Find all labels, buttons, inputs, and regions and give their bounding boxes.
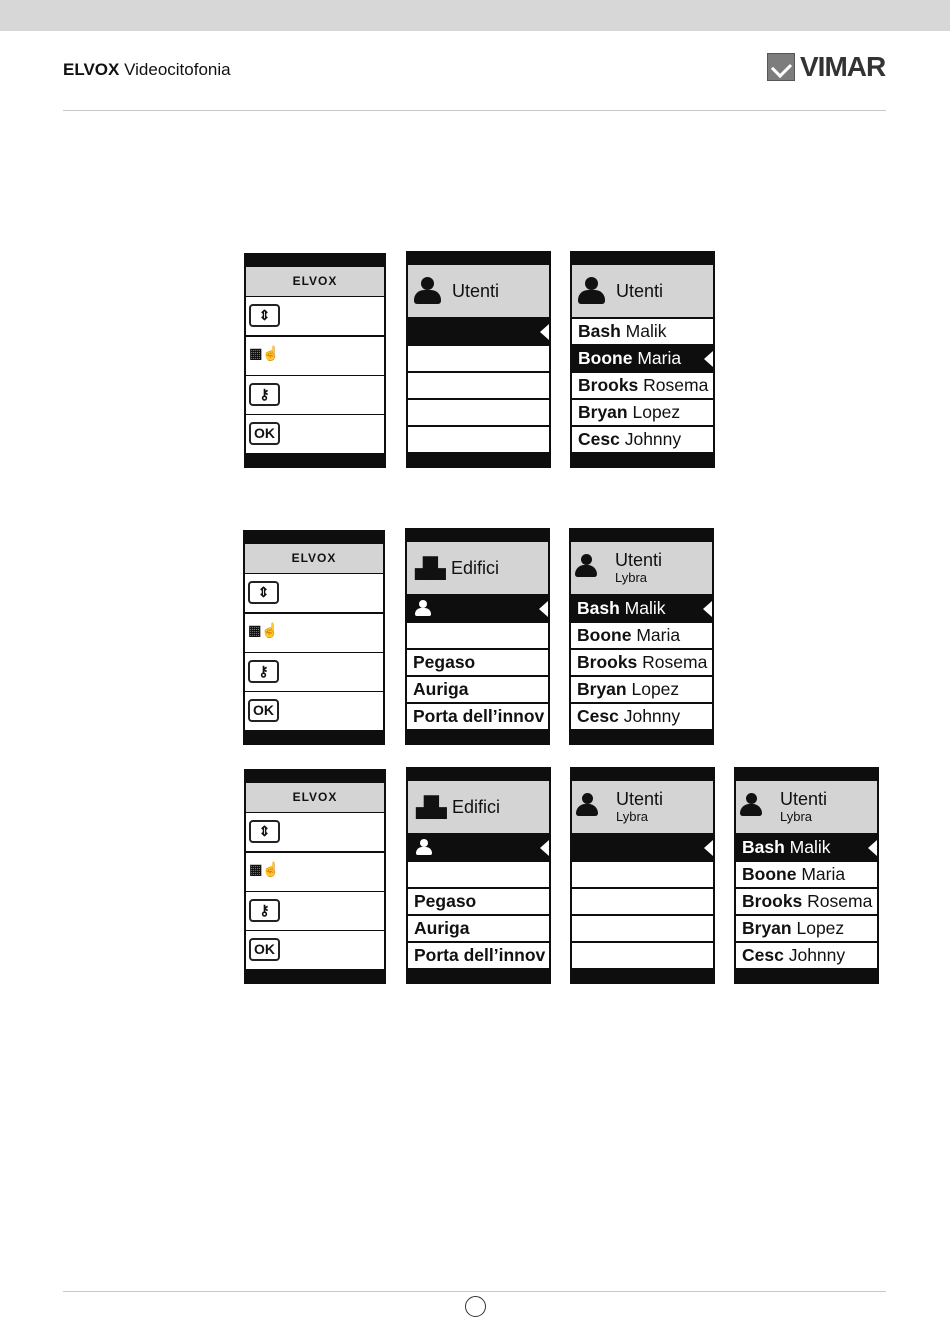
screen-utenti-empty	[406, 251, 551, 468]
ok-button[interactable]: OK	[249, 938, 280, 961]
list-item[interactable]: Boone Maria	[571, 623, 712, 648]
top-bar	[0, 0, 950, 31]
screen-title-bar	[572, 265, 713, 317]
building-icon: ▟▙	[415, 558, 446, 580]
directory-key-row[interactable]	[246, 853, 384, 891]
header-brand: ELVOX	[63, 60, 120, 79]
list-item[interactable]: Bash Malik	[572, 319, 713, 344]
directory-key-row[interactable]	[246, 337, 384, 375]
screen-title: Edifici	[452, 797, 501, 817]
selection-arrow-icon	[868, 840, 877, 856]
header-product: Videocitofonia	[124, 60, 231, 79]
list-item[interactable]	[408, 373, 549, 398]
screen-subtitle: Lybra	[780, 809, 813, 824]
key-button-row[interactable]	[246, 892, 384, 930]
ok-key-row[interactable]	[246, 931, 384, 969]
list-item[interactable]	[408, 400, 549, 425]
list-item[interactable]: Auriga	[407, 677, 548, 702]
ok-key-row[interactable]	[245, 692, 383, 730]
screen-utenti-lybra-list	[734, 767, 879, 984]
screen-subtitle: Lybra	[616, 809, 649, 824]
footer-divider	[63, 1291, 886, 1292]
vimar-logo-icon	[767, 53, 795, 81]
screen-title: Utenti	[452, 281, 500, 301]
selection-arrow-icon	[704, 351, 713, 367]
list-item[interactable]	[408, 835, 549, 860]
list-item[interactable]: Bryan Lopez	[736, 916, 877, 941]
screen-title-bar	[408, 265, 549, 317]
list-item[interactable]: Pegaso	[407, 650, 548, 675]
list-item[interactable]: Bryan Lopez	[571, 677, 712, 702]
selection-arrow-icon	[540, 840, 549, 856]
screen-title: Edifici	[451, 558, 500, 578]
selection-arrow-icon	[704, 840, 713, 856]
list-item[interactable]: Boone Maria	[572, 346, 713, 371]
list-item[interactable]	[407, 596, 548, 621]
list-item[interactable]	[408, 346, 549, 371]
screen-title-bar	[407, 542, 548, 594]
list-item[interactable]: Bash Malik	[736, 835, 877, 860]
page-number-circle	[465, 1296, 486, 1317]
list-item[interactable]: Brooks Rosema	[571, 650, 712, 675]
scroll-key-row[interactable]	[246, 813, 384, 851]
screen-title-bar	[571, 542, 712, 594]
list-item[interactable]	[407, 623, 548, 648]
screen-edifici-2	[406, 767, 551, 984]
list-item[interactable]: Cesc Johnny	[572, 427, 713, 452]
selection-arrow-icon	[540, 324, 549, 340]
list-item[interactable]: Bryan Lopez	[572, 400, 713, 425]
list-item[interactable]: Brooks Rosema	[736, 889, 877, 914]
list-item[interactable]: Brooks Rosema	[572, 373, 713, 398]
scroll-key-row[interactable]	[245, 574, 383, 612]
scroll-arrows-icon: ⇕	[249, 820, 280, 843]
list-item[interactable]: Bash Malik	[571, 596, 712, 621]
scroll-arrows-icon: ⇕	[248, 581, 279, 604]
key-button-row[interactable]	[246, 376, 384, 414]
screen-title: Utenti	[616, 281, 664, 301]
header-divider	[63, 110, 886, 111]
scroll-arrows-icon: ⇕	[249, 304, 280, 327]
list-item[interactable]	[408, 427, 549, 452]
key-icon: ⚷	[249, 899, 280, 922]
screen-title-bar	[736, 781, 877, 833]
key-button-row[interactable]	[245, 653, 383, 691]
screen-title: Utenti	[615, 550, 663, 570]
list-item[interactable]: Cesc Johnny	[571, 704, 712, 729]
vimar-logo-text: VIMAR	[800, 51, 886, 82]
scroll-key-row[interactable]	[246, 297, 384, 335]
list-item[interactable]	[572, 889, 713, 914]
list-item[interactable]	[572, 943, 713, 968]
screen-subtitle: Lybra	[615, 570, 648, 585]
key-icon: ⚷	[249, 383, 280, 406]
list-item[interactable]: Pegaso	[408, 889, 549, 914]
directory-key-row[interactable]	[245, 614, 383, 652]
keypad-panel-3	[244, 769, 386, 984]
keypad-panel-2	[243, 530, 385, 745]
key-icon: ⚷	[248, 660, 279, 683]
selection-arrow-icon	[539, 601, 548, 617]
screen-edifici	[405, 528, 550, 745]
list-item[interactable]: Porta dell’innov	[407, 704, 548, 729]
selection-arrow-icon	[703, 601, 712, 617]
ok-key-row[interactable]	[246, 415, 384, 453]
keypad-brand: ELVOX	[245, 544, 383, 573]
list-item[interactable]: Porta dell’innov	[408, 943, 549, 968]
keypad-hand-icon: ▦☝	[248, 621, 279, 644]
ok-button[interactable]: OK	[249, 422, 280, 445]
list-item[interactable]: Auriga	[408, 916, 549, 941]
keypad-panel-1	[244, 253, 386, 468]
building-icon: ▟▙	[416, 797, 447, 819]
screen-title-bar	[408, 781, 549, 833]
list-item[interactable]	[408, 319, 549, 344]
keypad-brand: ELVOX	[246, 783, 384, 812]
list-item[interactable]	[572, 916, 713, 941]
vimar-logo	[767, 51, 885, 83]
keypad-hand-icon: ▦☝	[249, 344, 280, 367]
screen-title: Utenti	[616, 789, 664, 809]
list-item[interactable]: Boone Maria	[736, 862, 877, 887]
keypad-hand-icon: ▦☝	[249, 860, 280, 883]
list-item[interactable]	[572, 862, 713, 887]
keypad-brand: ELVOX	[246, 267, 384, 296]
screen-utenti-lybra	[569, 528, 714, 745]
screen-utenti-lybra-empty	[570, 767, 715, 984]
list-item[interactable]	[408, 862, 549, 887]
screen-title: Utenti	[780, 789, 828, 809]
screen-utenti-list	[570, 251, 715, 468]
list-item[interactable]	[572, 835, 713, 860]
header-title	[63, 60, 231, 80]
ok-button[interactable]: OK	[248, 699, 279, 722]
list-item[interactable]: Cesc Johnny	[736, 943, 877, 968]
screen-title-bar	[572, 781, 713, 833]
